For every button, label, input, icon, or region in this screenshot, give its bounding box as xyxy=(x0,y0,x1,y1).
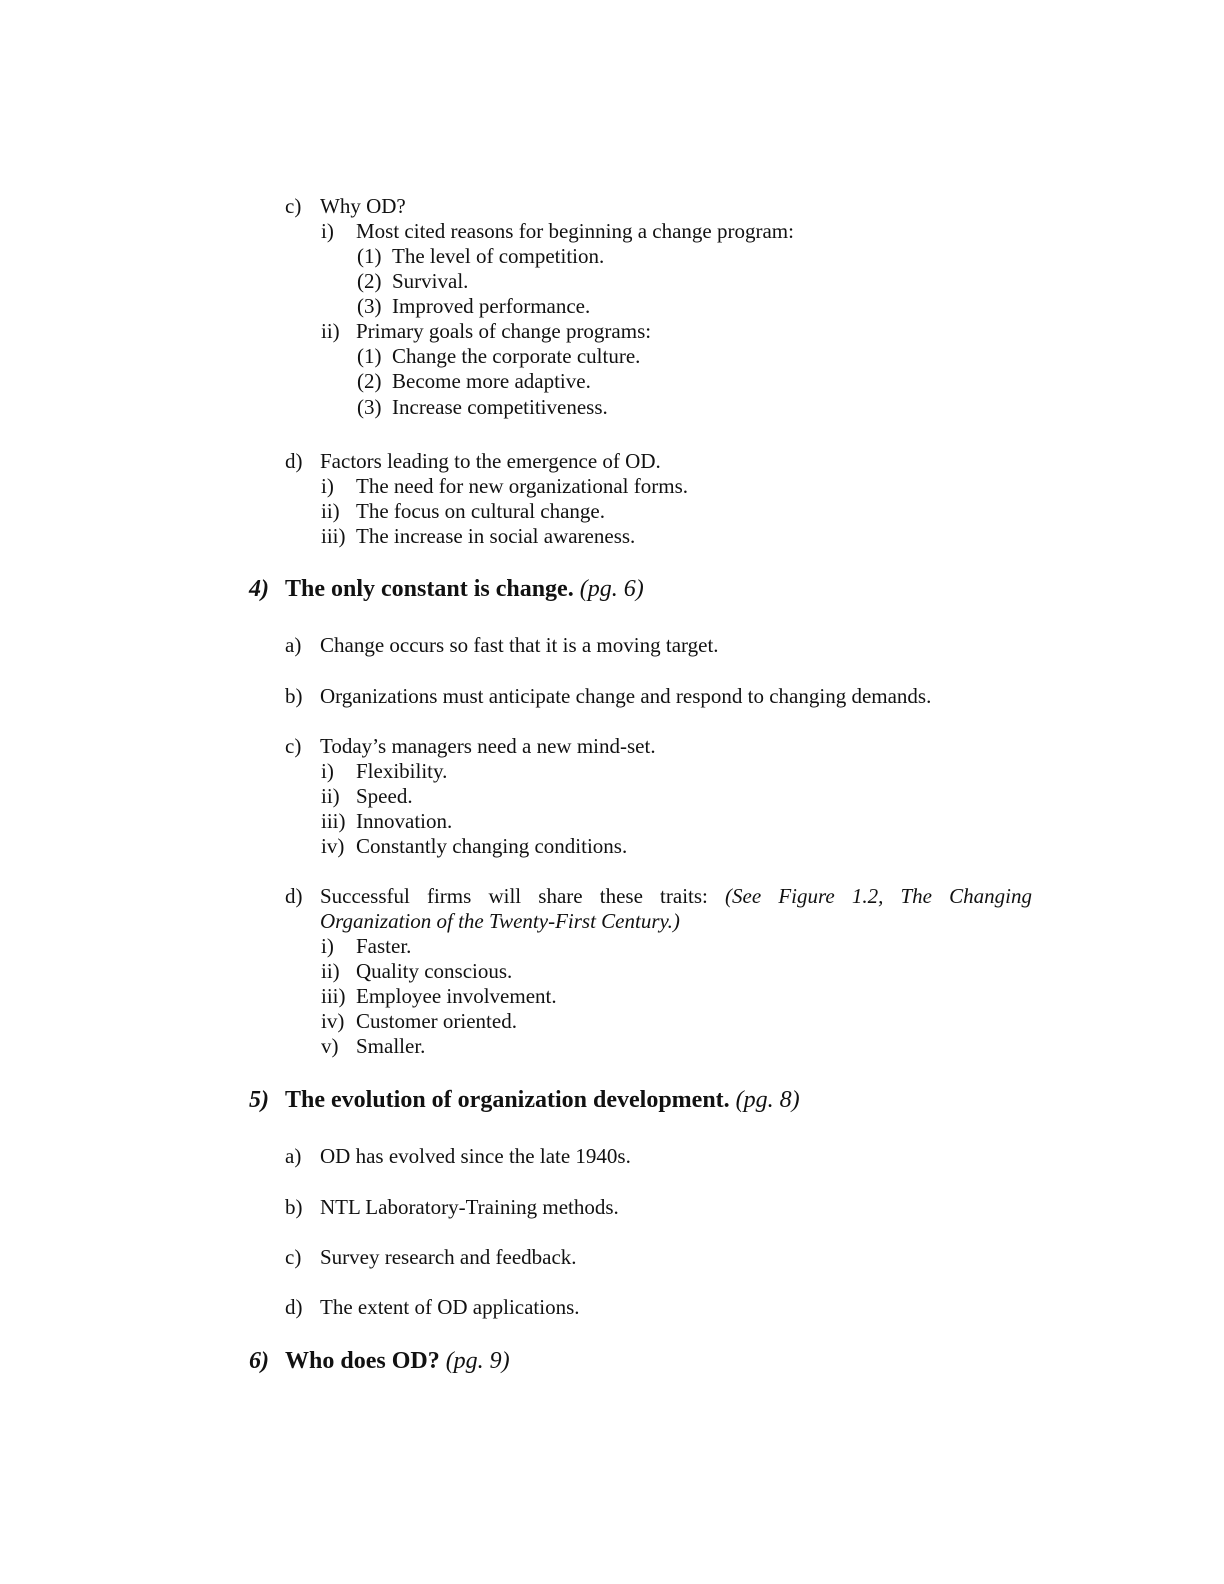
subitem-text: Smaller. xyxy=(356,1034,426,1058)
section-title xyxy=(285,575,644,603)
subsubitem-text: Become more adaptive. xyxy=(392,369,591,393)
page-reference: (pg. 6) xyxy=(579,576,644,602)
subitem-text: Faster. xyxy=(356,934,412,958)
item-text: NTL Laboratory-Training methods. xyxy=(320,1195,619,1219)
subsubitem-label: (3) xyxy=(357,294,382,318)
subitem-label: i) xyxy=(321,934,334,958)
subsubitem-label: (3) xyxy=(357,395,382,419)
subitem-label: i) xyxy=(321,474,334,498)
subsubitem-label: (2) xyxy=(357,369,382,393)
subsubitem-text: Improved performance. xyxy=(392,294,591,318)
section-number: 5) xyxy=(249,1087,269,1113)
subitem-label: iv) xyxy=(321,834,345,858)
subsubitem-label: (2) xyxy=(357,269,382,293)
subitem-label: v) xyxy=(321,1034,339,1058)
page-reference: (pg. 8) xyxy=(735,1087,800,1113)
subitem-text: The need for new organizational forms. xyxy=(356,474,688,498)
section-title xyxy=(285,1086,800,1114)
subitem-text: Primary goals of change programs: xyxy=(356,319,652,343)
item-label: b) xyxy=(285,684,303,708)
item-text: The extent of OD applications. xyxy=(320,1295,580,1319)
item-text: Today’s managers need a new mind-set. xyxy=(320,734,656,758)
subitem-text: The focus on cultural change. xyxy=(356,499,605,523)
subsubitem-label: (1) xyxy=(357,344,382,368)
subitem-label: ii) xyxy=(321,784,340,808)
section-title-text: The evolution of organization development. xyxy=(285,1087,730,1113)
subitem-label: iv) xyxy=(321,1009,345,1033)
section-title-text: The only constant is change. xyxy=(285,576,574,602)
subitem-label: iii) xyxy=(321,984,346,1008)
subitem-text: Most cited reasons for beginning a change program: xyxy=(356,219,794,243)
item-text: Why OD? xyxy=(320,194,406,218)
subitem-label: ii) xyxy=(321,499,340,523)
figure-reference-continued: Organization of the Twenty-First Century.) xyxy=(320,909,680,933)
item-text: Change occurs so fast that it is a moving target. xyxy=(320,633,719,657)
subitem-text: Constantly changing conditions. xyxy=(356,834,628,858)
subitem-text: Quality conscious. xyxy=(356,959,513,983)
subsubitem-label: (1) xyxy=(357,244,382,268)
subitem-label: ii) xyxy=(321,319,340,343)
section-number: 6) xyxy=(249,1348,269,1374)
subitem-label: iii) xyxy=(321,809,346,833)
subitem-label: i) xyxy=(321,219,334,243)
item-text: Organizations must anticipate change and respond to changing demands. xyxy=(320,684,932,708)
item-label: d) xyxy=(285,449,303,473)
section-title-text: Who does OD? xyxy=(285,1348,440,1374)
item-label: b) xyxy=(285,1195,303,1219)
item-label: a) xyxy=(285,1144,302,1168)
subitem-text: The increase in social awareness. xyxy=(356,524,636,548)
item-text: Survey research and feedback. xyxy=(320,1245,577,1269)
item-label: a) xyxy=(285,633,302,657)
subitem-text: Customer oriented. xyxy=(356,1009,517,1033)
subsubitem-text: The level of competition. xyxy=(392,244,605,268)
section-title xyxy=(285,1347,510,1375)
subitem-label: iii) xyxy=(321,524,346,548)
subitem-label: ii) xyxy=(321,959,340,983)
item-text: Factors leading to the emergence of OD. xyxy=(320,449,661,473)
subsubitem-text: Increase competitiveness. xyxy=(392,395,608,419)
item-text: OD has evolved since the late 1940s. xyxy=(320,1144,631,1168)
section-number: 4) xyxy=(249,576,269,602)
subitem-text: Innovation. xyxy=(356,809,453,833)
subitem-label: i) xyxy=(321,759,334,783)
subsubitem-text: Survival. xyxy=(392,269,469,293)
subitem-text: Flexibility. xyxy=(356,759,448,783)
page-reference: (pg. 9) xyxy=(445,1348,510,1374)
item-text: Successful firms will share these traits: xyxy=(320,884,708,908)
item-text-line-1 xyxy=(320,884,1032,909)
item-label: c) xyxy=(285,1245,302,1269)
item-label: d) xyxy=(285,1295,303,1319)
subitem-text: Speed. xyxy=(356,784,413,808)
figure-reference: (See Figure 1.2, The Changing xyxy=(725,884,1033,908)
item-label: c) xyxy=(285,194,302,218)
item-text-block xyxy=(320,884,1032,934)
subsubitem-text: Change the corporate culture. xyxy=(392,344,641,368)
item-label: c) xyxy=(285,734,302,758)
subitem-text: Employee involvement. xyxy=(356,984,557,1008)
item-label: d) xyxy=(285,884,303,908)
